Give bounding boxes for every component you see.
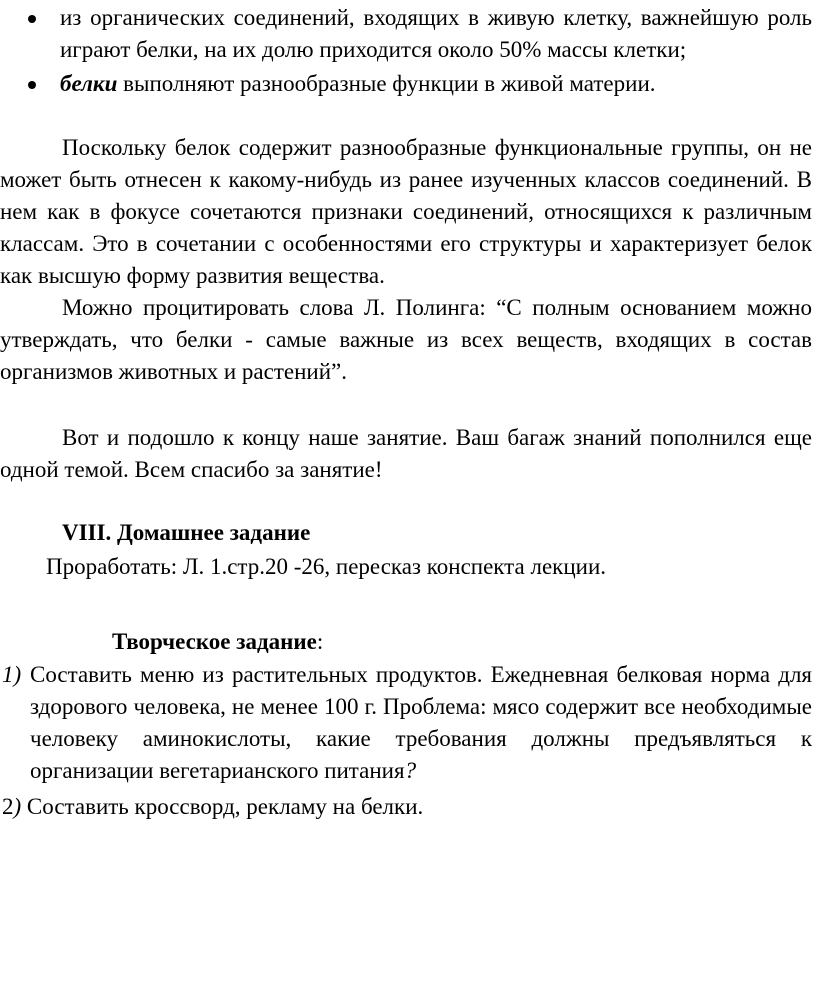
creative-item-1 — [0, 659, 812, 787]
bullet-item — [0, 2, 812, 66]
item-marker-number: 2 — [2, 794, 14, 819]
bullet-dot-icon — [28, 81, 36, 89]
bullet-text: из органических соединений, входящих в живую клетку, важнейшую роль играют белки, на их долю приходится около 50% массы клетки; — [60, 5, 812, 62]
creative-heading-colon: : — [316, 629, 324, 654]
creative-item-2 — [2, 791, 423, 823]
bullet-text: выполняют разнообразные функции в живой материи. — [117, 71, 656, 96]
paragraph-pauling-quote: Можно процитировать слова Л. Полинга: “С полным основанием можно утверждать, что белки - самые важные из всех веществ, входящих в состав организмов животных и растений”. — [0, 295, 812, 384]
creative-heading: Творческое задание — [112, 629, 317, 654]
bullet-list — [0, 2, 812, 100]
bullet-item — [0, 68, 812, 100]
item-marker-paren: ) — [13, 794, 22, 819]
item-end-mark: ? — [404, 758, 417, 783]
bullet-dot-icon — [28, 15, 36, 23]
item-text: Составить меню из растительных продуктов. Ежедневная белковая норма для здорового человека, не менее 100 г. Проблема: мясо содержит все необходимые человеку аминокислоты, какие требования должны предъявляться к организации вегетарианского питания — [30, 662, 812, 783]
item-text: Составить кроссворд, рекламу на белки. — [21, 794, 424, 819]
homework-text: Проработать: Л. 1.стр.20 -26, пересказ конспекта лекции. — [46, 554, 607, 579]
paragraph-conclusion: Вот и подошло к концу наше занятие. Ваш багаж знаний пополнился еще одной темой. Всем спасибо за занятие! — [0, 425, 812, 482]
homework-heading: VIII. Домашнее задание — [62, 520, 311, 545]
creative-heading-line — [112, 626, 323, 658]
paragraph-protein-groups: Поскольку белок содержит разнообразные функциональные группы, он не может быть отнесен к какому-нибудь из ранее изученных классов соединений. В нем как в фокусе сочетаются признаки соединений, относящихся к различным классам. Это в сочетании с особенностями его структуры и характеризует белок как высшую форму развития вещества. — [0, 135, 812, 288]
item-marker: 1) — [2, 662, 22, 687]
bullet-term: белки — [60, 71, 118, 96]
